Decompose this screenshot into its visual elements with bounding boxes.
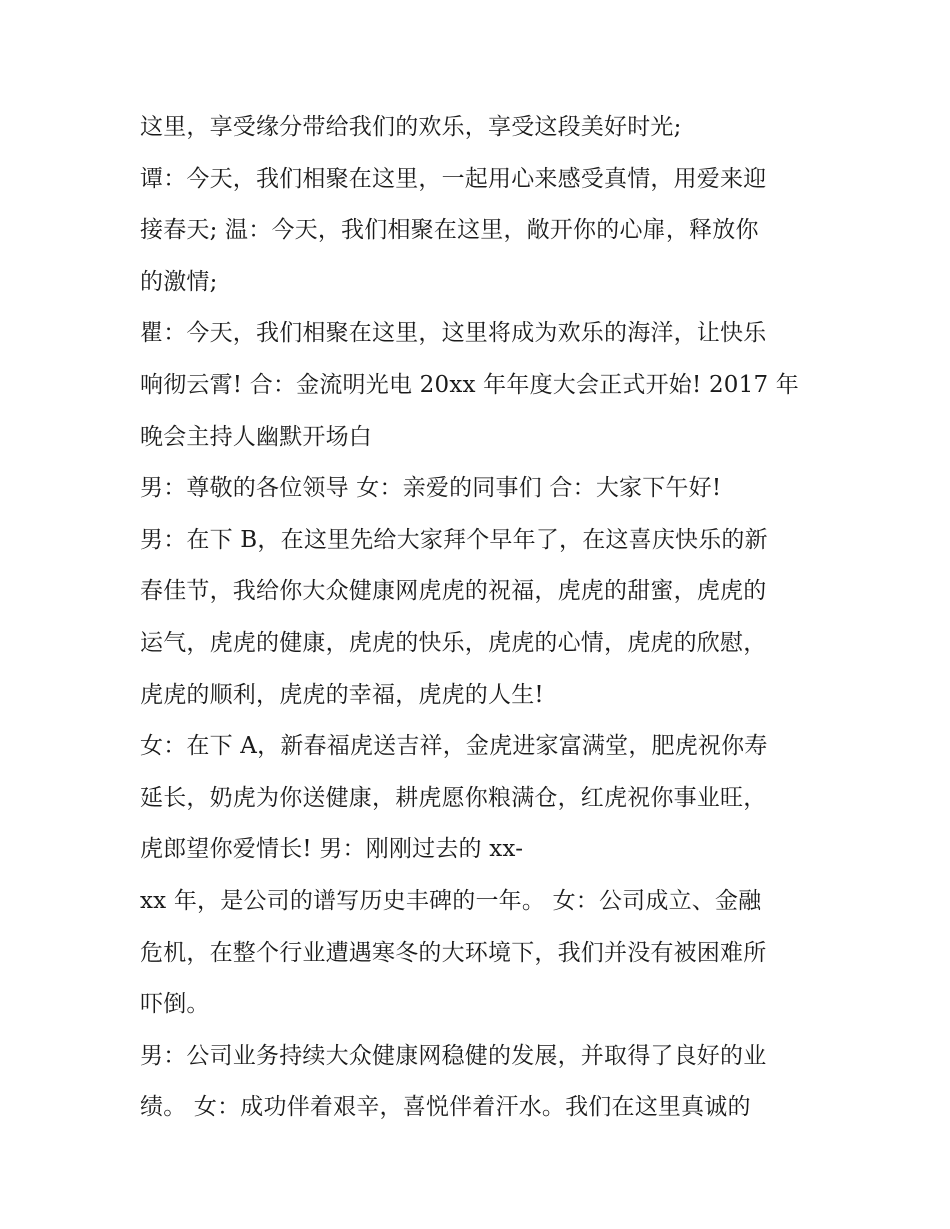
- text-line: 绩。 女：成功伴着艰辛，喜悦伴着汗水。我们在这里真诚的: [140, 1094, 751, 1121]
- text-line: 这里，享受缘分带给我们的欢乐，享受这段美好时光;: [140, 114, 682, 140]
- text-line: 女：在下 A，新春福虎送吉祥，金虎进家富满堂，肥虎祝你寿: [140, 733, 768, 760]
- text-line: 接春天; 温：今天，我们相聚在这里，敞开你的心扉，释放你: [140, 217, 759, 244]
- text-line: 男：在下 B，在这里先给大家拜个早年了，在这喜庆快乐的新: [140, 526, 768, 553]
- text-line: 运气，虎虎的健康，虎虎的快乐，虎虎的心情，虎虎的欣慰，: [140, 629, 767, 656]
- text-line: 虎虎的顺利，虎虎的幸福，虎虎的人生!: [140, 681, 544, 708]
- text-line: 瞿：今天，我们相聚在这里，这里将成为欢乐的海洋，让快乐: [140, 320, 767, 347]
- text-line: 谭：今天，我们相聚在这里，一起用心来感受真情，用爱来迎: [140, 165, 767, 192]
- text-line: 响彻云霄! 合：金流明光电 20xx 年年度大会正式开始! 2017 年: [140, 371, 799, 398]
- text-line: 延长，奶虎为你送健康，耕虎愿你粮满仓，红虎祝你事业旺，: [140, 784, 767, 811]
- text-line: 春佳节，我给你大众健康网虎虎的祝福，虎虎的甜蜜，虎虎的: [140, 578, 767, 605]
- text-line: 吓倒。: [140, 991, 210, 1018]
- text-line: xx 年，是公司的谱写历史丰碑的一年。 女：公司成立、金融: [140, 887, 762, 914]
- body-text: [140, 102, 830, 1134]
- text-line: 男：尊敬的各位领导 女：亲爱的同事们 合：大家下午好!: [140, 475, 722, 502]
- text-line: 虎郎望你爱情长! 男：刚刚过去的 xx-: [140, 836, 524, 863]
- text-line: 男：公司业务持续大众健康网稳健的发展，并取得了良好的业: [140, 1042, 767, 1069]
- text-line: 的激情;: [140, 268, 218, 295]
- text-line: 危机，在整个行业遭遇寒冬的大环境下，我们并没有被困难所: [140, 939, 767, 966]
- text-line: 晚会主持人幽默开场白: [140, 423, 372, 450]
